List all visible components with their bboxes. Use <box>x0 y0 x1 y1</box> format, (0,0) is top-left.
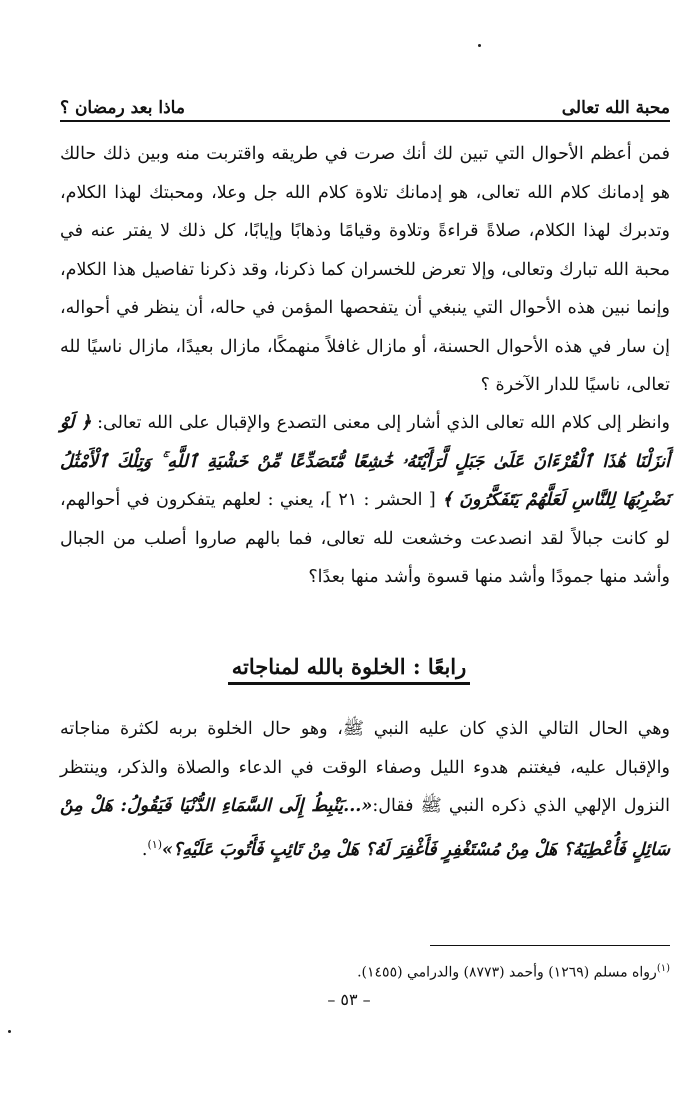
scan-speck <box>478 44 481 47</box>
page-number: – ٥٣ – <box>327 990 371 1009</box>
section-heading <box>0 654 698 685</box>
quran-verse: ﴿ لَوْ أَنزَلْنَا هَٰذَا ٱلْقُرْءَانَ عَلَىٰ جَبَلٍ لَّرَأَيْتَهُۥ خَٰشِعًا مُّتَصَدِّعًا مِّنْ خَشْيَةِ ٱللَّهِ ۚ وَتِلْكَ ٱلْأَمْثَٰلُ نَضْرِبُهَا لِلنَّاسِ لَعَلَّهُمْ يَتَفَكَّرُونَ ﴾ <box>60 413 670 510</box>
section-heading-text: رابعًا : الخلوة بالله لمناجاته <box>228 654 471 685</box>
paragraph-2-rest: ، يعني : لعلهم يتفكرون في أحوالهم، لو كانت جبالاً لقد انصدعت وخشعت لله تعالى، فما بالهم صاروا أصلب من الجبال وأشد منها جمودًا وأشد منها قسوة وأشد منها بعدًا؟ <box>60 490 670 587</box>
footnote <box>60 957 670 985</box>
paragraph-3-end: . <box>141 839 148 860</box>
paragraph-3 <box>60 710 670 869</box>
paragraph-2 <box>60 404 670 597</box>
header-divider <box>60 120 670 122</box>
paragraph-1 <box>60 135 670 405</box>
footnote-divider <box>430 945 670 946</box>
book-title: ماذا بعد رمضان ؟ <box>60 98 185 118</box>
chapter-title: محبة الله تعالى <box>561 98 670 118</box>
scan-speck <box>8 1030 11 1033</box>
footnote-text: رواه مسلم (١٢٦٩) وأحمد (٨٧٧٣) والدرامي (١٤٥٥). <box>357 964 657 981</box>
verse-reference: [ الحشر : ٢١ ] <box>325 490 436 510</box>
paragraph-1-text: فمن أعظم الأحوال التي تبين لك أنك صرت في طريقه واقتربت منه وبين ذلك حالك هو إدمانك كلام الله تعالى، هو إدمانك تلاوة كلام الله جل وعلا، ومحبتك لهذا الكلام، وتدبرك لهذا الكلام، صلاةً قراءةً وتلاوة وقيامًا وذهابًا وإيابًا، كل ذلك لا يفتر عنه في محبة الله تبارك وتعالى، وإلا تعرض للخسران كما ذكرنا، وقد ذكرنا تفاصيل هذا الكلام، وإنما نبين هذه الأحوال التي ينبغي أن يتفحصها المؤمن في حاله، أن ينظر في أحواله، إن سار في هذه الأحوال الحسنة، أو مازال غافلاً منهمكًا، مازال بعيدًا، مازال ناسيًا لله تعالى، ناسيًا للدار الآخرة ؟ <box>60 144 670 395</box>
paragraph-3-intro: وهي الحال التالي الذي كان عليه النبي ﷺ، وهو حال الخلوة بربه لكثرة مناجاته والإقبال عليه، فيغتنم هدوء الليل وصفاء الوقت في الدعاء والصلاة والذكر، وينتظر النزول الإلهي الذي ذكره النبي ﷺ فقال: <box>60 719 670 816</box>
hadith-quote: «...يَنْبِطُ إِلَى السَّمَاءِ الدُّنْيَا فَيَقُولُ: هَلْ مِنْ سَائِلٍ فَأُعْطِيَهُ؟ هَلْ مِنْ مُسْتَغْفِرٍ فَأَغْفِرَ لَهُ؟ هَلْ مِنْ تَائِبٍ فَأَتُوبَ عَلَيْهِ؟» <box>60 796 670 860</box>
paragraph-2-intro: وانظر إلى كلام الله تعالى الذي أشار إلى معنى التصدع والإقبال على الله تعالى: <box>97 413 670 433</box>
footnote-number: (١) <box>656 963 670 974</box>
running-header <box>60 82 670 118</box>
footnote-marker: (١) <box>147 837 163 851</box>
